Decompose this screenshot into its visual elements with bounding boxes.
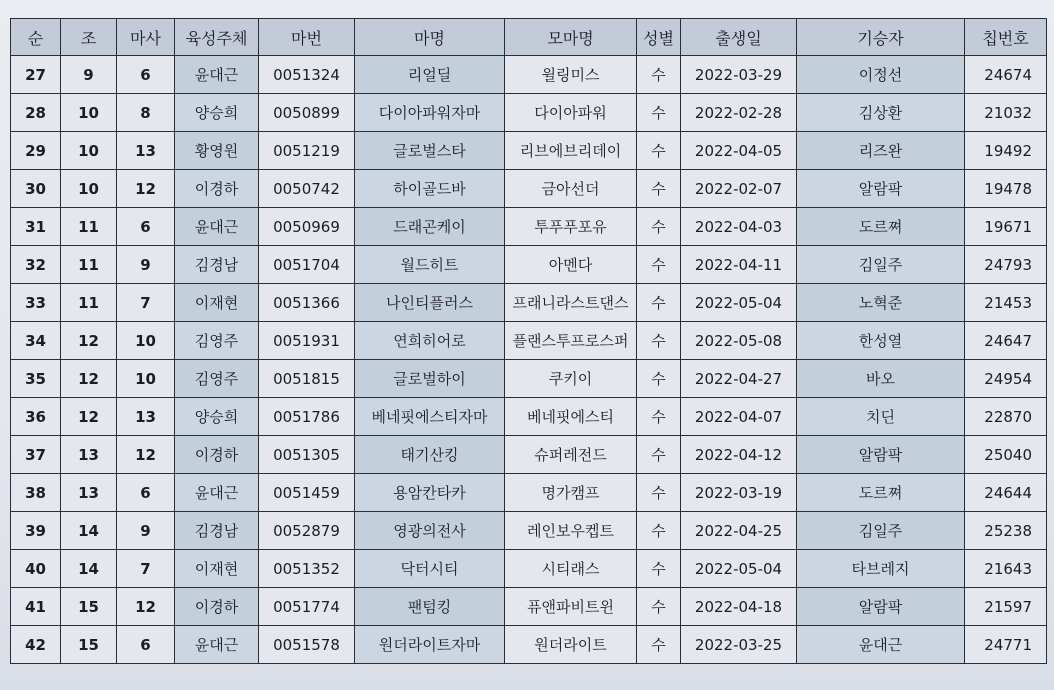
cell-group: 15 bbox=[61, 626, 117, 664]
cell-dam-name: 쿠키이 bbox=[505, 360, 637, 398]
cell-horse-name: 리얼딜 bbox=[355, 56, 505, 94]
cell-jockey: 노혁준 bbox=[797, 284, 965, 322]
cell-stable: 6 bbox=[117, 474, 175, 512]
cell-breeder: 김영주 bbox=[175, 360, 259, 398]
cell-dam-name: 윌링미스 bbox=[505, 56, 637, 94]
cell-horse-id: 0050899 bbox=[259, 94, 355, 132]
cell-chip-number: 19492 bbox=[965, 132, 1047, 170]
cell-stable: 9 bbox=[117, 246, 175, 284]
cell-group: 12 bbox=[61, 360, 117, 398]
cell-group: 12 bbox=[61, 398, 117, 436]
cell-breeder: 이경하 bbox=[175, 436, 259, 474]
cell-rank: 29 bbox=[11, 132, 61, 170]
cell-horse-id: 0050969 bbox=[259, 208, 355, 246]
table-row bbox=[11, 512, 1047, 550]
cell-dam-name: 퓨앤파비트윈 bbox=[505, 588, 637, 626]
cell-group: 14 bbox=[61, 512, 117, 550]
cell-breeder: 윤대근 bbox=[175, 474, 259, 512]
cell-chip-number: 25040 bbox=[965, 436, 1047, 474]
cell-dam-name: 투푸푸포유 bbox=[505, 208, 637, 246]
cell-jockey: 알람팍 bbox=[797, 588, 965, 626]
cell-sex: 수 bbox=[637, 132, 681, 170]
cell-birth-date: 2022-04-07 bbox=[681, 398, 797, 436]
cell-sex: 수 bbox=[637, 512, 681, 550]
cell-sex: 수 bbox=[637, 398, 681, 436]
cell-breeder: 윤대근 bbox=[175, 56, 259, 94]
cell-rank: 40 bbox=[11, 550, 61, 588]
cell-dam-name: 플랜스투프로스퍼 bbox=[505, 322, 637, 360]
col-header-breeder: 육성주체 bbox=[175, 19, 259, 56]
cell-group: 10 bbox=[61, 94, 117, 132]
col-header-dam-name: 모마명 bbox=[505, 19, 637, 56]
cell-dam-name: 원더라이트 bbox=[505, 626, 637, 664]
table-row bbox=[11, 588, 1047, 626]
table-row bbox=[11, 322, 1047, 360]
table-row bbox=[11, 208, 1047, 246]
cell-sex: 수 bbox=[637, 626, 681, 664]
cell-horse-id: 0051704 bbox=[259, 246, 355, 284]
cell-birth-date: 2022-04-11 bbox=[681, 246, 797, 284]
cell-jockey: 이정선 bbox=[797, 56, 965, 94]
cell-dam-name: 베네핏에스티 bbox=[505, 398, 637, 436]
table-row bbox=[11, 132, 1047, 170]
cell-rank: 42 bbox=[11, 626, 61, 664]
header-row bbox=[11, 19, 1047, 56]
cell-breeder: 이재현 bbox=[175, 550, 259, 588]
cell-rank: 31 bbox=[11, 208, 61, 246]
race-entry-table bbox=[10, 18, 1047, 664]
cell-group: 14 bbox=[61, 550, 117, 588]
cell-rank: 39 bbox=[11, 512, 61, 550]
cell-chip-number: 24674 bbox=[965, 56, 1047, 94]
cell-jockey: 김상환 bbox=[797, 94, 965, 132]
cell-birth-date: 2022-04-27 bbox=[681, 360, 797, 398]
cell-horse-id: 0051815 bbox=[259, 360, 355, 398]
cell-horse-name: 연희히어로 bbox=[355, 322, 505, 360]
cell-group: 11 bbox=[61, 246, 117, 284]
cell-rank: 27 bbox=[11, 56, 61, 94]
cell-jockey: 치딘 bbox=[797, 398, 965, 436]
cell-dam-name: 시티래스 bbox=[505, 550, 637, 588]
cell-breeder: 윤대근 bbox=[175, 626, 259, 664]
cell-rank: 32 bbox=[11, 246, 61, 284]
cell-horse-name: 영광의전사 bbox=[355, 512, 505, 550]
table-row bbox=[11, 550, 1047, 588]
cell-chip-number: 19671 bbox=[965, 208, 1047, 246]
cell-rank: 33 bbox=[11, 284, 61, 322]
cell-birth-date: 2022-04-03 bbox=[681, 208, 797, 246]
cell-breeder: 김영주 bbox=[175, 322, 259, 360]
cell-stable: 6 bbox=[117, 626, 175, 664]
col-header-birth-date: 출생일 bbox=[681, 19, 797, 56]
col-header-chip-number: 칩번호 bbox=[965, 19, 1047, 56]
cell-group: 15 bbox=[61, 588, 117, 626]
cell-stable: 12 bbox=[117, 170, 175, 208]
cell-sex: 수 bbox=[637, 56, 681, 94]
cell-horse-id: 0051352 bbox=[259, 550, 355, 588]
cell-jockey: 김일주 bbox=[797, 246, 965, 284]
cell-sex: 수 bbox=[637, 550, 681, 588]
cell-group: 13 bbox=[61, 436, 117, 474]
cell-birth-date: 2022-04-05 bbox=[681, 132, 797, 170]
cell-stable: 7 bbox=[117, 550, 175, 588]
cell-sex: 수 bbox=[637, 284, 681, 322]
cell-sex: 수 bbox=[637, 436, 681, 474]
cell-breeder: 양승희 bbox=[175, 398, 259, 436]
cell-birth-date: 2022-02-07 bbox=[681, 170, 797, 208]
cell-horse-name: 나인티플러스 bbox=[355, 284, 505, 322]
cell-birth-date: 2022-05-04 bbox=[681, 550, 797, 588]
cell-horse-id: 0051366 bbox=[259, 284, 355, 322]
cell-breeder: 이경하 bbox=[175, 170, 259, 208]
cell-horse-id: 0051305 bbox=[259, 436, 355, 474]
table-row bbox=[11, 436, 1047, 474]
cell-horse-name: 월드히트 bbox=[355, 246, 505, 284]
cell-chip-number: 19478 bbox=[965, 170, 1047, 208]
cell-horse-id: 0052879 bbox=[259, 512, 355, 550]
cell-chip-number: 24954 bbox=[965, 360, 1047, 398]
cell-stable: 13 bbox=[117, 398, 175, 436]
cell-jockey: 타브레지 bbox=[797, 550, 965, 588]
cell-chip-number: 21643 bbox=[965, 550, 1047, 588]
col-header-sex: 성별 bbox=[637, 19, 681, 56]
cell-sex: 수 bbox=[637, 94, 681, 132]
cell-horse-name: 태기산킹 bbox=[355, 436, 505, 474]
cell-chip-number: 24793 bbox=[965, 246, 1047, 284]
cell-horse-id: 0050742 bbox=[259, 170, 355, 208]
cell-dam-name: 레인보우켑트 bbox=[505, 512, 637, 550]
cell-birth-date: 2022-02-28 bbox=[681, 94, 797, 132]
table-row bbox=[11, 360, 1047, 398]
cell-stable: 12 bbox=[117, 588, 175, 626]
cell-breeder: 윤대근 bbox=[175, 208, 259, 246]
col-header-rank: 순 bbox=[11, 19, 61, 56]
cell-horse-id: 0051459 bbox=[259, 474, 355, 512]
cell-horse-id: 0051931 bbox=[259, 322, 355, 360]
cell-horse-id: 0051578 bbox=[259, 626, 355, 664]
cell-jockey: 알람팍 bbox=[797, 436, 965, 474]
col-header-stable: 마사 bbox=[117, 19, 175, 56]
cell-chip-number: 25238 bbox=[965, 512, 1047, 550]
cell-horse-name: 팬텀킹 bbox=[355, 588, 505, 626]
cell-jockey: 윤대근 bbox=[797, 626, 965, 664]
cell-group: 10 bbox=[61, 170, 117, 208]
table-row bbox=[11, 56, 1047, 94]
cell-horse-name: 베네핏에스티자마 bbox=[355, 398, 505, 436]
cell-birth-date: 2022-04-18 bbox=[681, 588, 797, 626]
cell-birth-date: 2022-04-25 bbox=[681, 512, 797, 550]
cell-jockey: 한성열 bbox=[797, 322, 965, 360]
cell-rank: 36 bbox=[11, 398, 61, 436]
cell-sex: 수 bbox=[637, 474, 681, 512]
cell-birth-date: 2022-04-12 bbox=[681, 436, 797, 474]
cell-chip-number: 22870 bbox=[965, 398, 1047, 436]
cell-jockey: 김일주 bbox=[797, 512, 965, 550]
cell-group: 13 bbox=[61, 474, 117, 512]
cell-sex: 수 bbox=[637, 588, 681, 626]
cell-chip-number: 24771 bbox=[965, 626, 1047, 664]
cell-birth-date: 2022-03-25 bbox=[681, 626, 797, 664]
table-row bbox=[11, 94, 1047, 132]
table-row bbox=[11, 474, 1047, 512]
cell-stable: 6 bbox=[117, 208, 175, 246]
table-row bbox=[11, 170, 1047, 208]
cell-stable: 10 bbox=[117, 360, 175, 398]
cell-birth-date: 2022-05-08 bbox=[681, 322, 797, 360]
cell-sex: 수 bbox=[637, 170, 681, 208]
cell-rank: 41 bbox=[11, 588, 61, 626]
col-header-group: 조 bbox=[61, 19, 117, 56]
cell-horse-name: 하이골드바 bbox=[355, 170, 505, 208]
cell-birth-date: 2022-03-29 bbox=[681, 56, 797, 94]
cell-horse-name: 드래곤케이 bbox=[355, 208, 505, 246]
cell-stable: 12 bbox=[117, 436, 175, 474]
cell-dam-name: 아멘다 bbox=[505, 246, 637, 284]
table-row bbox=[11, 626, 1047, 664]
table-row bbox=[11, 284, 1047, 322]
col-header-horse-id: 마번 bbox=[259, 19, 355, 56]
cell-jockey: 알람팍 bbox=[797, 170, 965, 208]
cell-group: 12 bbox=[61, 322, 117, 360]
cell-rank: 35 bbox=[11, 360, 61, 398]
cell-chip-number: 21597 bbox=[965, 588, 1047, 626]
table-body bbox=[11, 56, 1047, 664]
cell-birth-date: 2022-05-04 bbox=[681, 284, 797, 322]
cell-rank: 37 bbox=[11, 436, 61, 474]
cell-horse-name: 다이아파워자마 bbox=[355, 94, 505, 132]
cell-horse-name: 글로벌스타 bbox=[355, 132, 505, 170]
cell-jockey: 리즈완 bbox=[797, 132, 965, 170]
cell-breeder: 양승희 bbox=[175, 94, 259, 132]
cell-stable: 8 bbox=[117, 94, 175, 132]
cell-jockey: 바오 bbox=[797, 360, 965, 398]
cell-stable: 10 bbox=[117, 322, 175, 360]
cell-horse-name: 닥터시티 bbox=[355, 550, 505, 588]
cell-breeder: 황영원 bbox=[175, 132, 259, 170]
cell-horse-id: 0051774 bbox=[259, 588, 355, 626]
cell-chip-number: 24647 bbox=[965, 322, 1047, 360]
cell-rank: 34 bbox=[11, 322, 61, 360]
cell-rank: 30 bbox=[11, 170, 61, 208]
col-header-horse-name: 마명 bbox=[355, 19, 505, 56]
table-row bbox=[11, 398, 1047, 436]
cell-jockey: 도르쪄 bbox=[797, 208, 965, 246]
cell-stable: 7 bbox=[117, 284, 175, 322]
cell-horse-id: 0051786 bbox=[259, 398, 355, 436]
cell-dam-name: 금아선더 bbox=[505, 170, 637, 208]
col-header-jockey: 기승자 bbox=[797, 19, 965, 56]
cell-dam-name: 다이아파워 bbox=[505, 94, 637, 132]
cell-breeder: 이경하 bbox=[175, 588, 259, 626]
cell-birth-date: 2022-03-19 bbox=[681, 474, 797, 512]
cell-sex: 수 bbox=[637, 208, 681, 246]
cell-chip-number: 24644 bbox=[965, 474, 1047, 512]
cell-horse-id: 0051219 bbox=[259, 132, 355, 170]
cell-horse-name: 용암칸타카 bbox=[355, 474, 505, 512]
cell-dam-name: 명가캠프 bbox=[505, 474, 637, 512]
cell-sex: 수 bbox=[637, 360, 681, 398]
cell-chip-number: 21032 bbox=[965, 94, 1047, 132]
cell-rank: 38 bbox=[11, 474, 61, 512]
cell-dam-name: 프래니라스트댄스 bbox=[505, 284, 637, 322]
cell-breeder: 김경남 bbox=[175, 512, 259, 550]
cell-jockey: 도르쪄 bbox=[797, 474, 965, 512]
cell-group: 9 bbox=[61, 56, 117, 94]
cell-stable: 6 bbox=[117, 56, 175, 94]
cell-horse-name: 글로벌하이 bbox=[355, 360, 505, 398]
cell-chip-number: 21453 bbox=[965, 284, 1047, 322]
cell-group: 11 bbox=[61, 208, 117, 246]
cell-stable: 13 bbox=[117, 132, 175, 170]
cell-sex: 수 bbox=[637, 322, 681, 360]
cell-horse-name: 원더라이트자마 bbox=[355, 626, 505, 664]
cell-stable: 9 bbox=[117, 512, 175, 550]
cell-horse-id: 0051324 bbox=[259, 56, 355, 94]
cell-breeder: 이재현 bbox=[175, 284, 259, 322]
cell-dam-name: 리브에브리데이 bbox=[505, 132, 637, 170]
cell-group: 10 bbox=[61, 132, 117, 170]
cell-rank: 28 bbox=[11, 94, 61, 132]
cell-sex: 수 bbox=[637, 246, 681, 284]
cell-group: 11 bbox=[61, 284, 117, 322]
cell-dam-name: 슈퍼레전드 bbox=[505, 436, 637, 474]
cell-breeder: 김경남 bbox=[175, 246, 259, 284]
table-row bbox=[11, 246, 1047, 284]
